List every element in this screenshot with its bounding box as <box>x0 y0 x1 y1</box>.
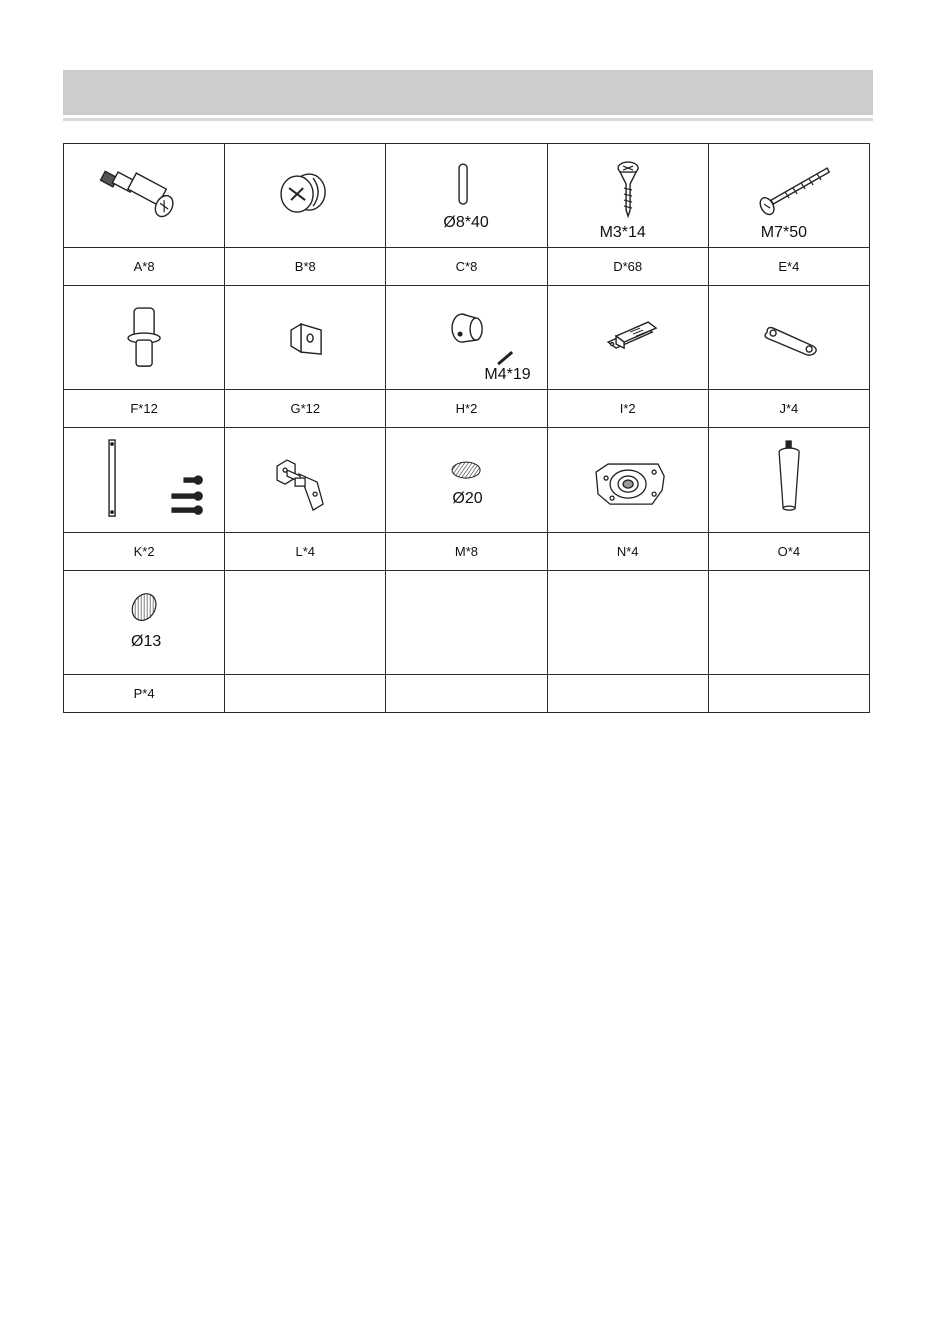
empty-label-cell <box>547 674 708 712</box>
cam-bolt-icon <box>64 144 224 247</box>
part-p-size: Ø13 <box>131 632 162 650</box>
part-e-size: M7*50 <box>760 224 807 241</box>
part-m-cell <box>386 428 547 532</box>
part-k-label: K*2 <box>64 532 225 570</box>
part-p-label: P*4 <box>64 674 225 712</box>
parts-table <box>63 143 870 713</box>
part-h-label: H*2 <box>386 390 547 428</box>
part-p-cell <box>64 570 225 674</box>
part-b-label: B*8 <box>225 248 386 286</box>
wall-strap-kit-icon <box>64 428 224 531</box>
part-g-label: G*12 <box>225 390 386 428</box>
part-k-cell <box>64 428 225 532</box>
cam-lock-icon <box>225 144 385 247</box>
leg-mounting-plate-icon <box>548 428 708 531</box>
hinge-icon <box>225 428 385 531</box>
part-i-label: I*2 <box>547 390 708 428</box>
furniture-leg-icon <box>709 428 869 531</box>
part-e-cell <box>708 144 869 248</box>
part-h-size: M4*19 <box>484 366 531 384</box>
empty-label-cell <box>386 674 547 712</box>
part-l-cell <box>225 428 386 532</box>
empty-cell <box>225 570 386 674</box>
cover-cap-icon <box>386 428 546 531</box>
part-d-size: M3*14 <box>599 224 646 241</box>
corner-bracket-icon <box>225 286 385 389</box>
part-d-cell <box>547 144 708 248</box>
magnetic-catch-icon <box>548 286 708 389</box>
part-o-cell <box>708 428 869 532</box>
header-divider <box>63 118 873 121</box>
part-d-label: D*68 <box>547 248 708 286</box>
shelf-support-icon <box>64 286 224 389</box>
part-l-label: L*4 <box>225 532 386 570</box>
empty-cell <box>386 570 547 674</box>
part-j-cell <box>708 286 869 390</box>
small-cover-cap-icon <box>64 571 224 674</box>
part-b-cell <box>225 144 386 248</box>
empty-label-cell <box>225 674 386 712</box>
part-m-size: Ø20 <box>452 490 483 508</box>
part-h-cell <box>386 286 547 390</box>
connector-plate-icon <box>709 286 869 389</box>
empty-cell <box>708 570 869 674</box>
part-o-label: O*4 <box>708 532 869 570</box>
part-f-label: F*12 <box>64 390 225 428</box>
part-n-cell <box>547 428 708 532</box>
part-n-label: N*4 <box>547 532 708 570</box>
part-a-label: A*8 <box>64 248 225 286</box>
part-c-cell <box>386 144 547 248</box>
part-i-cell <box>547 286 708 390</box>
part-a-cell <box>64 144 225 248</box>
empty-label-cell <box>708 674 869 712</box>
empty-cell <box>547 570 708 674</box>
part-c-label: C*8 <box>386 248 547 286</box>
part-f-cell <box>64 286 225 390</box>
part-e-label: E*4 <box>708 248 869 286</box>
part-j-label: J*4 <box>708 390 869 428</box>
part-g-cell <box>225 286 386 390</box>
header-bar <box>63 70 873 115</box>
part-c-size: Ø8*40 <box>443 214 489 231</box>
part-m-label: M*8 <box>386 532 547 570</box>
